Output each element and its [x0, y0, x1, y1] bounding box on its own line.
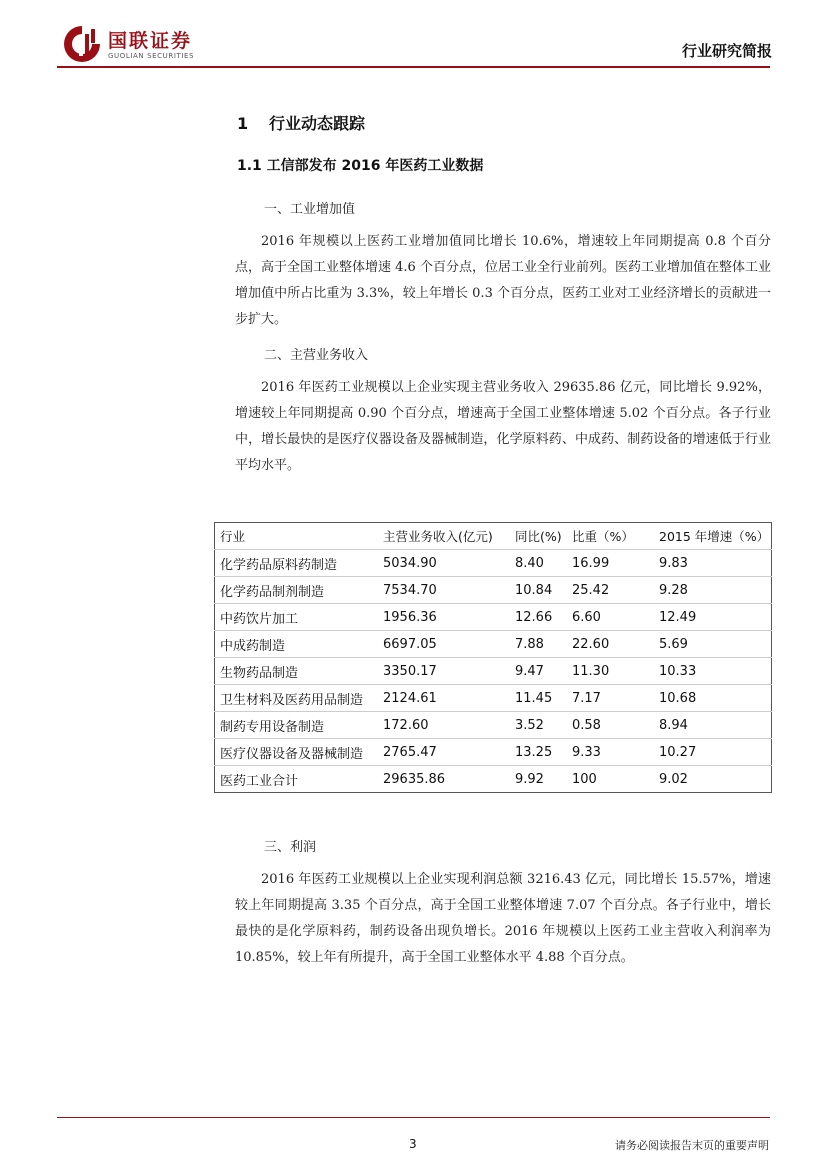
part2-paragraph: 2016 年医药工业规模以上企业实现主营业务收入 29635.86 亿元，同比增长 9.92%，增速较上年同期提高 0.90 个百分点，增速高于全国工业整体增速 5.02 个百分点。各子行业中，增长最快的是医疗仪器设备及器械制造，化学原料药、中成药、制药设备的增速低于行业平均水平。	[235, 380, 771, 473]
table-header-row	[215, 523, 772, 550]
table-cell-value: 7.17	[567, 685, 654, 712]
table-cell-value: 11.30	[567, 658, 654, 685]
table-cell-value: 2124.61	[378, 685, 510, 712]
page-header	[0, 0, 827, 72]
table-cell-industry: 卫生材料及医药用品制造	[215, 685, 379, 712]
table-cell-value: 10.84	[510, 577, 567, 604]
table-cell-industry: 医疗仪器设备及器械制造	[215, 739, 379, 766]
section-heading	[237, 111, 365, 134]
section-title: 行业动态跟踪	[269, 114, 366, 133]
table-cell-value: 8.40	[510, 550, 567, 577]
table-row	[215, 766, 772, 793]
table-cell-value: 9.33	[567, 739, 654, 766]
logo-chinese-name: 国联证券	[108, 30, 193, 52]
table-row	[215, 658, 772, 685]
guolian-logo-icon	[62, 24, 102, 64]
revenue-table	[214, 522, 772, 793]
column-header-revenue: 主营业务收入(亿元)	[378, 523, 510, 550]
subsection-heading: 1.1 工信部发布 2016 年医药工业数据	[237, 158, 484, 174]
table-cell-value: 25.42	[567, 577, 654, 604]
table-cell-value: 10.68	[654, 685, 772, 712]
company-logo	[62, 24, 222, 64]
table-cell-industry: 制药专用设备制造	[215, 712, 379, 739]
table-cell-industry: 中成药制造	[215, 631, 379, 658]
table-cell-industry: 化学药品制剂制造	[215, 577, 379, 604]
part3-paragraph: 2016 年医药工业规模以上企业实现利润总额 3216.43 亿元，同比增长 15.57%，增速较上年同期提高 3.35 个百分点，高于全国工业整体增速 7.07 个百分点。各子行业中，增长最快的是化学原料药，制药设备出现负增长。2016 年规模以上医药工业主营收入利润率为 10.85%，较上年有所提升，高于全国工业整体水平 4.88 个百分点。	[235, 872, 771, 965]
table-cell-value: 5.69	[654, 631, 772, 658]
column-header-2015-growth: 2015 年增速（%）	[654, 523, 772, 550]
column-header-share: 比重（%）	[567, 523, 654, 550]
table-cell-value: 9.28	[654, 577, 772, 604]
table-cell-value: 6.60	[567, 604, 654, 631]
table-cell-industry: 中药饮片加工	[215, 604, 379, 631]
table-cell-value: 9.92	[510, 766, 567, 793]
column-header-yoy: 同比(%)	[510, 523, 567, 550]
footer-divider	[57, 1117, 770, 1118]
part1-paragraph: 2016 年规模以上医药工业增加值同比增长 10.6%，增速较上年同期提高 0.8 个百分点，高于全国工业整体增速 4.6 个百分点，位居工业全行业前列。医药工业增加值在整体工业增加值中所占比重为 3.3%，较上年增长 0.3 个百分点，医药工业对工业经济增长的贡献进一步扩大。	[235, 234, 771, 327]
table-cell-value: 1956.36	[378, 604, 510, 631]
table-cell-value: 10.33	[654, 658, 772, 685]
report-type-label: 行业研究简报	[681, 42, 772, 60]
table-cell-value: 5034.90	[378, 550, 510, 577]
header-divider	[57, 66, 770, 68]
table-cell-value: 13.25	[510, 739, 567, 766]
table-cell-industry: 化学药品原料药制造	[215, 550, 379, 577]
table-body	[215, 550, 772, 793]
table-cell-value: 11.45	[510, 685, 567, 712]
table-cell-industry: 医药工业合计	[215, 766, 379, 793]
table-cell-value: 16.99	[567, 550, 654, 577]
section-number: 1	[237, 114, 249, 133]
table-cell-value: 100	[567, 766, 654, 793]
table-cell-value: 8.94	[654, 712, 772, 739]
table-cell-value: 172.60	[378, 712, 510, 739]
table-cell-value: 9.83	[654, 550, 772, 577]
table-cell-value: 12.66	[510, 604, 567, 631]
table-cell-value: 10.27	[654, 739, 772, 766]
table-cell-value: 22.60	[567, 631, 654, 658]
table-cell-value: 6697.05	[378, 631, 510, 658]
table-cell-value: 3.52	[510, 712, 567, 739]
table-cell-value: 2765.47	[378, 739, 510, 766]
table-cell-value: 29635.86	[378, 766, 510, 793]
table-cell-industry: 生物药品制造	[215, 658, 379, 685]
table-row	[215, 739, 772, 766]
footer-disclaimer: 请务必阅读报告末页的重要声明	[615, 1139, 769, 1152]
part3-heading: 三、利润	[264, 840, 317, 855]
table-cell-value: 3350.17	[378, 658, 510, 685]
part1-heading: 一、工业增加值	[264, 202, 356, 217]
part2-heading: 二、主营业务收入	[264, 348, 369, 363]
column-header-industry: 行业	[215, 523, 379, 550]
table-cell-value: 7.88	[510, 631, 567, 658]
table-cell-value: 9.02	[654, 766, 772, 793]
table-cell-value: 0.58	[567, 712, 654, 739]
logo-english-name: GUOLIAN SECURITIES	[108, 52, 195, 60]
table-row	[215, 577, 772, 604]
table-row	[215, 685, 772, 712]
page-number: 3	[409, 1137, 417, 1151]
table-row	[215, 550, 772, 577]
table-row	[215, 712, 772, 739]
table-cell-value: 9.47	[510, 658, 567, 685]
table-row	[215, 604, 772, 631]
table-cell-value: 12.49	[654, 604, 772, 631]
table-cell-value: 7534.70	[378, 577, 510, 604]
table-row	[215, 631, 772, 658]
